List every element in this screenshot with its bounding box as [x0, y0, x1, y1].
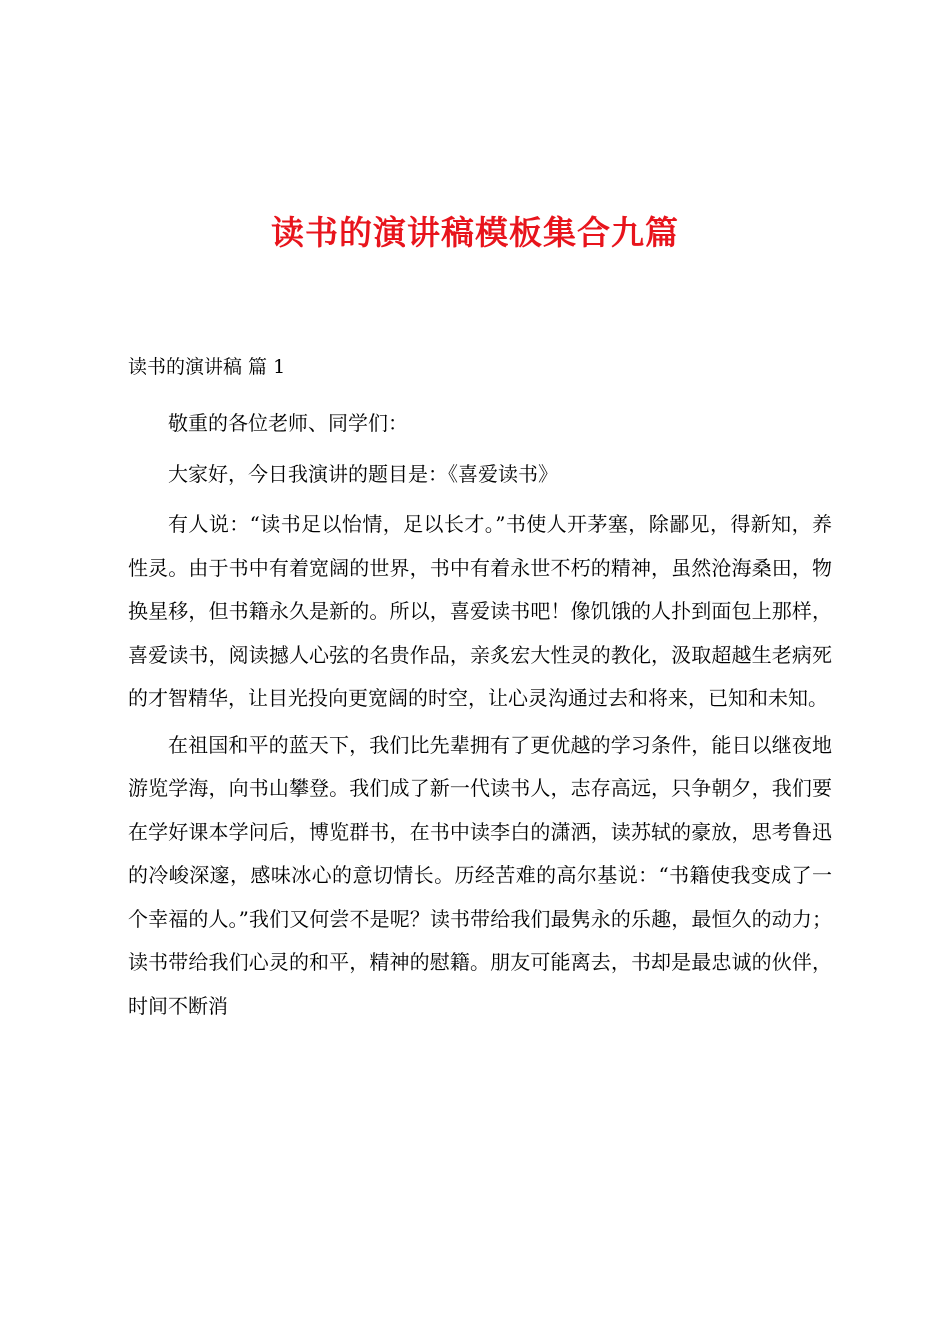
document-title: 读书的演讲稿模板集合九篇 [271, 213, 679, 252]
paragraph-reading-conditions: 在祖国和平的蓝天下，我们比先辈拥有了更优越的学习条件，能日以继夜地游览学海，向书山攀登。我们成了新一代读书人，志存高远，只争朝夕，我们要在学好课本学问后，博览群书，在书中读李白的潇洒，读苏轼的豪放，思考鲁迅的冷峻深邃，感味冰心的意切情长。历经苦难的高尔基说：“书籍使我变成了一个幸福的人。”我们又何尝不是呢？读书带给我们最隽永的乐趣，最恒久的动力；读书带给我们心灵的和平，精神的慰籍。朋友可能离去，书却是最忠诚的伙伴，时间不断消 [128, 732, 832, 1018]
paragraph-greeting: 大家好，今日我演讲的题目是：《喜爱读书》 [168, 462, 558, 486]
document-body [128, 398, 832, 1028]
paragraph-salutation: 敬重的各位老师、同学们： [168, 411, 408, 435]
paragraph-quote-intro: 有人说：“读书足以怡情，足以长才。”书使人开茅塞，除鄙见，得新知，养性灵。由于书中有着宽阔的世界，书中有着永世不朽的精神，虽然沧海桑田，物换星移，但书籍永久是新的。所以，喜爱读书吧！像饥饿的人扑到面包上那样，喜爱读书，阅读撼人心弦的名贵作品，亲炙宏大性灵的教化，汲取超越生老病死的才智精华，让目光投向更宽阔的时空，让心灵沟通过去和将来，已知和未知。 [128, 512, 832, 710]
section-heading: 读书的演讲稿 篇 1 [128, 356, 286, 378]
